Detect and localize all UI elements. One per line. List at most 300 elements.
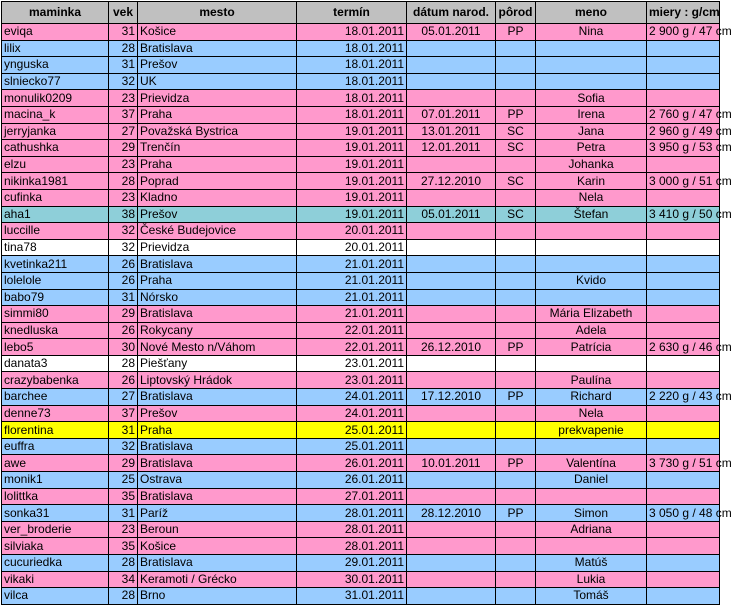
cell-meno: Kvido: [536, 272, 647, 289]
cell-datum-narod: [407, 322, 496, 339]
cell-porod: [496, 488, 536, 505]
cell-meno: [536, 289, 647, 306]
cell-datum-narod: 07.01.2011: [407, 106, 496, 123]
cell-meno: [536, 57, 647, 74]
cell-porod: PP: [496, 24, 536, 41]
cell-termin: 29.01.2011: [297, 555, 407, 572]
cell-vek: 25: [109, 472, 138, 489]
cell-datum-narod: [407, 289, 496, 306]
cell-vek: 37: [109, 106, 138, 123]
cell-vek: 29: [109, 455, 138, 472]
cell-datum-narod: [407, 405, 496, 422]
cell-porod: SC: [496, 206, 536, 223]
cell-termin: 28.01.2011: [297, 505, 407, 522]
cell-datum-narod: [407, 189, 496, 206]
cell-termin: 27.01.2011: [297, 488, 407, 505]
cell-termin: 19.01.2011: [297, 206, 407, 223]
cell-termin: 26.01.2011: [297, 472, 407, 489]
cell-vek: 31: [109, 24, 138, 41]
header-termin: termín: [297, 2, 407, 24]
table-row: [2, 140, 720, 157]
cell-miery: 3 050 g / 48 cm: [647, 505, 720, 522]
cell-termin: 20.01.2011: [297, 239, 407, 256]
cell-mesto: Bratislava: [138, 389, 297, 406]
cell-datum-narod: [407, 73, 496, 90]
cell-vek: 32: [109, 239, 138, 256]
cell-mesto: Keramoti / Grécko: [138, 571, 297, 588]
cell-vek: 28: [109, 355, 138, 372]
table-row: [2, 189, 720, 206]
cell-porod: [496, 272, 536, 289]
cell-porod: [496, 372, 536, 389]
cell-meno: [536, 355, 647, 372]
cell-maminka: vikaki: [2, 571, 109, 588]
cell-mesto: Praha: [138, 272, 297, 289]
cell-maminka: luccille: [2, 223, 109, 240]
cell-porod: SC: [496, 173, 536, 190]
cell-miery: [647, 289, 720, 306]
cell-termin: 28.01.2011: [297, 521, 407, 538]
cell-miery: [647, 322, 720, 339]
cell-mesto: Bratislava: [138, 455, 297, 472]
table-row: [2, 123, 720, 140]
cell-mesto: Košice: [138, 24, 297, 41]
cell-meno: Adriana: [536, 521, 647, 538]
cell-miery: 3 000 g / 51 cm: [647, 173, 720, 190]
header-meno: meno: [536, 2, 647, 24]
table-row: [2, 389, 720, 406]
cell-maminka: lebo5: [2, 339, 109, 356]
cell-maminka: florentina: [2, 422, 109, 439]
cell-maminka: cathushka: [2, 140, 109, 157]
cell-mesto: Kladno: [138, 189, 297, 206]
cell-maminka: jerryjanka: [2, 123, 109, 140]
cell-miery: [647, 156, 720, 173]
cell-meno: Mária Elizabeth: [536, 306, 647, 323]
cell-termin: 21.01.2011: [297, 289, 407, 306]
cell-datum-narod: [407, 571, 496, 588]
table-row: [2, 57, 720, 74]
cell-maminka: euffra: [2, 438, 109, 455]
cell-vek: 28: [109, 40, 138, 57]
cell-vek: 26: [109, 272, 138, 289]
cell-datum-narod: [407, 306, 496, 323]
cell-termin: 24.01.2011: [297, 405, 407, 422]
cell-maminka: ynguska: [2, 57, 109, 74]
table-row: [2, 322, 720, 339]
cell-termin: 18.01.2011: [297, 24, 407, 41]
cell-datum-narod: [407, 239, 496, 256]
cell-miery: [647, 555, 720, 572]
cell-maminka: denne73: [2, 405, 109, 422]
cell-termin: 22.01.2011: [297, 339, 407, 356]
cell-meno: Patrícia: [536, 339, 647, 356]
cell-porod: [496, 306, 536, 323]
cell-miery: 3 950 g / 53 cm: [647, 140, 720, 157]
table-row: [2, 488, 720, 505]
cell-datum-narod: 10.01.2011: [407, 455, 496, 472]
cell-porod: [496, 355, 536, 372]
cell-miery: [647, 239, 720, 256]
cell-meno: [536, 40, 647, 57]
cell-mesto: Bratislava: [138, 555, 297, 572]
cell-vek: 32: [109, 73, 138, 90]
cell-vek: 35: [109, 488, 138, 505]
cell-porod: SC: [496, 140, 536, 157]
cell-datum-narod: [407, 40, 496, 57]
cell-mesto: Považská Bystrica: [138, 123, 297, 140]
cell-miery: 2 630 g / 46 cm: [647, 339, 720, 356]
cell-miery: 3 730 g / 51 cm: [647, 455, 720, 472]
cell-mesto: Prešov: [138, 57, 297, 74]
cell-miery: [647, 306, 720, 323]
table-row: [2, 256, 720, 273]
cell-meno: Simon: [536, 505, 647, 522]
cell-maminka: lolittka: [2, 488, 109, 505]
cell-maminka: kvetinka211: [2, 256, 109, 273]
cell-maminka: monulik0209: [2, 90, 109, 107]
cell-maminka: sonka31: [2, 505, 109, 522]
cell-porod: [496, 405, 536, 422]
cell-maminka: barchee: [2, 389, 109, 406]
cell-meno: Adela: [536, 322, 647, 339]
cell-miery: [647, 272, 720, 289]
cell-miery: [647, 57, 720, 74]
cell-porod: [496, 322, 536, 339]
table-header: [2, 2, 720, 24]
cell-datum-narod: 28.12.2010: [407, 505, 496, 522]
cell-maminka: crazybabenka: [2, 372, 109, 389]
cell-maminka: ver_broderie: [2, 521, 109, 538]
cell-porod: PP: [496, 455, 536, 472]
table-row: [2, 73, 720, 90]
cell-maminka: elzu: [2, 156, 109, 173]
table-row: [2, 90, 720, 107]
cell-datum-narod: 26.12.2010: [407, 339, 496, 356]
cell-meno: Paulína: [536, 372, 647, 389]
cell-miery: 2 760 g / 47 cm: [647, 106, 720, 123]
cell-miery: [647, 90, 720, 107]
cell-vek: 29: [109, 306, 138, 323]
cell-mesto: Praha: [138, 156, 297, 173]
table-row: [2, 422, 720, 439]
cell-vek: 29: [109, 140, 138, 157]
cell-meno: Karin: [536, 173, 647, 190]
cell-mesto: Poprad: [138, 173, 297, 190]
cell-meno: [536, 538, 647, 555]
table-row: [2, 239, 720, 256]
cell-termin: 23.01.2011: [297, 372, 407, 389]
header-datum-narod: dátum narod.: [407, 2, 496, 24]
cell-maminka: danata3: [2, 355, 109, 372]
cell-termin: 28.01.2011: [297, 538, 407, 555]
cell-porod: PP: [496, 339, 536, 356]
cell-mesto: Nové Mesto n/Váhom: [138, 339, 297, 356]
cell-vek: 30: [109, 339, 138, 356]
table-row: [2, 571, 720, 588]
table-row: [2, 272, 720, 289]
cell-maminka: babo79: [2, 289, 109, 306]
header-mesto: mesto: [138, 2, 297, 24]
cell-termin: 21.01.2011: [297, 256, 407, 273]
cell-datum-narod: [407, 90, 496, 107]
cell-termin: 23.01.2011: [297, 355, 407, 372]
cell-meno: Petra: [536, 140, 647, 157]
cell-termin: 24.01.2011: [297, 389, 407, 406]
cell-vek: 31: [109, 289, 138, 306]
cell-maminka: aha1: [2, 206, 109, 223]
cell-porod: [496, 588, 536, 605]
cell-mesto: Ostrava: [138, 472, 297, 489]
cell-miery: 2 960 g / 49 cm: [647, 123, 720, 140]
cell-maminka: tina78: [2, 239, 109, 256]
cell-mesto: Rokycany: [138, 322, 297, 339]
cell-termin: 21.01.2011: [297, 272, 407, 289]
cell-miery: [647, 422, 720, 439]
cell-termin: 20.01.2011: [297, 223, 407, 240]
table-row: [2, 40, 720, 57]
cell-mesto: Piešťany: [138, 355, 297, 372]
cell-termin: 25.01.2011: [297, 438, 407, 455]
table-row: [2, 289, 720, 306]
cell-vek: 31: [109, 422, 138, 439]
cell-vek: 31: [109, 505, 138, 522]
cell-porod: [496, 521, 536, 538]
cell-vek: 38: [109, 206, 138, 223]
cell-datum-narod: 17.12.2010: [407, 389, 496, 406]
cell-vek: 32: [109, 223, 138, 240]
cell-vek: 35: [109, 538, 138, 555]
table-row: [2, 339, 720, 356]
cell-meno: [536, 73, 647, 90]
cell-vek: 28: [109, 173, 138, 190]
cell-maminka: lilix: [2, 40, 109, 57]
cell-miery: [647, 588, 720, 605]
cell-maminka: vilca: [2, 588, 109, 605]
cell-meno: prekvapenie: [536, 422, 647, 439]
cell-meno: Valentína: [536, 455, 647, 472]
cell-mesto: Prešov: [138, 405, 297, 422]
cell-miery: [647, 256, 720, 273]
cell-meno: Daniel: [536, 472, 647, 489]
cell-datum-narod: [407, 57, 496, 74]
table-row: [2, 173, 720, 190]
table-row: [2, 106, 720, 123]
cell-miery: [647, 438, 720, 455]
cell-porod: [496, 223, 536, 240]
cell-termin: 25.01.2011: [297, 422, 407, 439]
cell-meno: Nela: [536, 189, 647, 206]
table-row: [2, 206, 720, 223]
cell-termin: 19.01.2011: [297, 173, 407, 190]
cell-datum-narod: 12.01.2011: [407, 140, 496, 157]
cell-mesto: České Budejovice: [138, 223, 297, 240]
cell-porod: PP: [496, 389, 536, 406]
cell-porod: [496, 156, 536, 173]
cell-porod: [496, 571, 536, 588]
cell-termin: 18.01.2011: [297, 90, 407, 107]
cell-termin: 21.01.2011: [297, 306, 407, 323]
cell-miery: [647, 189, 720, 206]
cell-porod: [496, 73, 536, 90]
cell-mesto: Beroun: [138, 521, 297, 538]
cell-termin: 19.01.2011: [297, 123, 407, 140]
table-row: [2, 472, 720, 489]
cell-mesto: UK: [138, 73, 297, 90]
cell-datum-narod: 05.01.2011: [407, 206, 496, 223]
cell-meno: [536, 239, 647, 256]
table-row: [2, 223, 720, 240]
cell-mesto: Paríž: [138, 505, 297, 522]
cell-mesto: Praha: [138, 106, 297, 123]
cell-maminka: monik1: [2, 472, 109, 489]
cell-maminka: cucuriedka: [2, 555, 109, 572]
cell-maminka: simmi80: [2, 306, 109, 323]
cell-meno: Lukia: [536, 571, 647, 588]
cell-datum-narod: 05.01.2011: [407, 24, 496, 41]
cell-porod: [496, 239, 536, 256]
cell-vek: 32: [109, 438, 138, 455]
cell-mesto: Prievidza: [138, 239, 297, 256]
cell-vek: 26: [109, 372, 138, 389]
cell-porod: [496, 90, 536, 107]
cell-meno: [536, 488, 647, 505]
header-miery: miery : g/cm: [647, 2, 720, 24]
header-vek: vek: [109, 2, 138, 24]
cell-datum-narod: [407, 538, 496, 555]
cell-mesto: Prešov: [138, 206, 297, 223]
cell-porod: [496, 57, 536, 74]
table-row: [2, 588, 720, 605]
cell-porod: [496, 472, 536, 489]
cell-datum-narod: [407, 272, 496, 289]
cell-meno: [536, 223, 647, 240]
cell-meno: Štefan: [536, 206, 647, 223]
cell-maminka: knedluska: [2, 322, 109, 339]
cell-vek: 23: [109, 521, 138, 538]
cell-maminka: eviqa: [2, 24, 109, 41]
cell-porod: [496, 289, 536, 306]
cell-mesto: Trenčín: [138, 140, 297, 157]
table-row: [2, 521, 720, 538]
cell-maminka: macina_k: [2, 106, 109, 123]
cell-miery: [647, 538, 720, 555]
cell-miery: [647, 571, 720, 588]
cell-termin: 30.01.2011: [297, 571, 407, 588]
cell-vek: 28: [109, 588, 138, 605]
cell-datum-narod: [407, 156, 496, 173]
table-row: [2, 505, 720, 522]
birth-table: [1, 1, 732, 605]
cell-datum-narod: [407, 472, 496, 489]
cell-maminka: silviaka: [2, 538, 109, 555]
cell-miery: [647, 73, 720, 90]
header-porod: pôrod: [496, 2, 536, 24]
header-maminka: maminka: [2, 2, 109, 24]
cell-miery: [647, 405, 720, 422]
table-row: [2, 156, 720, 173]
cell-mesto: Liptovský Hrádok: [138, 372, 297, 389]
table-body: [2, 24, 732, 605]
cell-datum-narod: [407, 355, 496, 372]
cell-mesto: Praha: [138, 422, 297, 439]
cell-miery: [647, 355, 720, 372]
cell-vek: 28: [109, 555, 138, 572]
cell-termin: 19.01.2011: [297, 156, 407, 173]
cell-porod: [496, 538, 536, 555]
cell-porod: [496, 256, 536, 273]
cell-mesto: Bratislava: [138, 488, 297, 505]
cell-meno: Johanka: [536, 156, 647, 173]
cell-meno: Nina: [536, 24, 647, 41]
cell-maminka: nikinka1981: [2, 173, 109, 190]
cell-termin: 18.01.2011: [297, 57, 407, 74]
table-row: [2, 405, 720, 422]
cell-meno: Nela: [536, 405, 647, 422]
cell-termin: 31.01.2011: [297, 588, 407, 605]
table-row: [2, 355, 720, 372]
cell-vek: 26: [109, 256, 138, 273]
cell-meno: Matúš: [536, 555, 647, 572]
cell-porod: [496, 189, 536, 206]
cell-vek: 34: [109, 571, 138, 588]
cell-termin: 18.01.2011: [297, 40, 407, 57]
table-row: [2, 455, 720, 472]
table-row: [2, 538, 720, 555]
cell-meno: Jana: [536, 123, 647, 140]
cell-maminka: lolelole: [2, 272, 109, 289]
cell-mesto: Brno: [138, 588, 297, 605]
cell-datum-narod: [407, 588, 496, 605]
cell-porod: [496, 438, 536, 455]
cell-datum-narod: [407, 256, 496, 273]
cell-datum-narod: [407, 223, 496, 240]
cell-miery: [647, 521, 720, 538]
cell-meno: [536, 256, 647, 273]
header-row: [2, 2, 720, 24]
cell-miery: [647, 223, 720, 240]
cell-porod: PP: [496, 505, 536, 522]
cell-meno: Irena: [536, 106, 647, 123]
cell-miery: [647, 372, 720, 389]
cell-mesto: Nórsko: [138, 289, 297, 306]
cell-mesto: Bratislava: [138, 438, 297, 455]
cell-termin: 19.01.2011: [297, 189, 407, 206]
cell-vek: 37: [109, 405, 138, 422]
cell-meno: Richard: [536, 389, 647, 406]
cell-porod: [496, 555, 536, 572]
cell-datum-narod: [407, 422, 496, 439]
cell-vek: 31: [109, 57, 138, 74]
cell-termin: 26.01.2011: [297, 455, 407, 472]
cell-maminka: slniecko77: [2, 73, 109, 90]
table-row: [2, 438, 720, 455]
cell-datum-narod: [407, 555, 496, 572]
cell-vek: 23: [109, 189, 138, 206]
cell-termin: 19.01.2011: [297, 140, 407, 157]
cell-mesto: Bratislava: [138, 256, 297, 273]
cell-meno: Sofia: [536, 90, 647, 107]
cell-vek: 26: [109, 322, 138, 339]
cell-meno: Tomáš: [536, 588, 647, 605]
cell-termin: 22.01.2011: [297, 322, 407, 339]
table-row: [2, 306, 720, 323]
cell-vek: 27: [109, 389, 138, 406]
cell-termin: 18.01.2011: [297, 73, 407, 90]
cell-datum-narod: [407, 438, 496, 455]
cell-datum-narod: 27.12.2010: [407, 173, 496, 190]
cell-vek: 23: [109, 156, 138, 173]
